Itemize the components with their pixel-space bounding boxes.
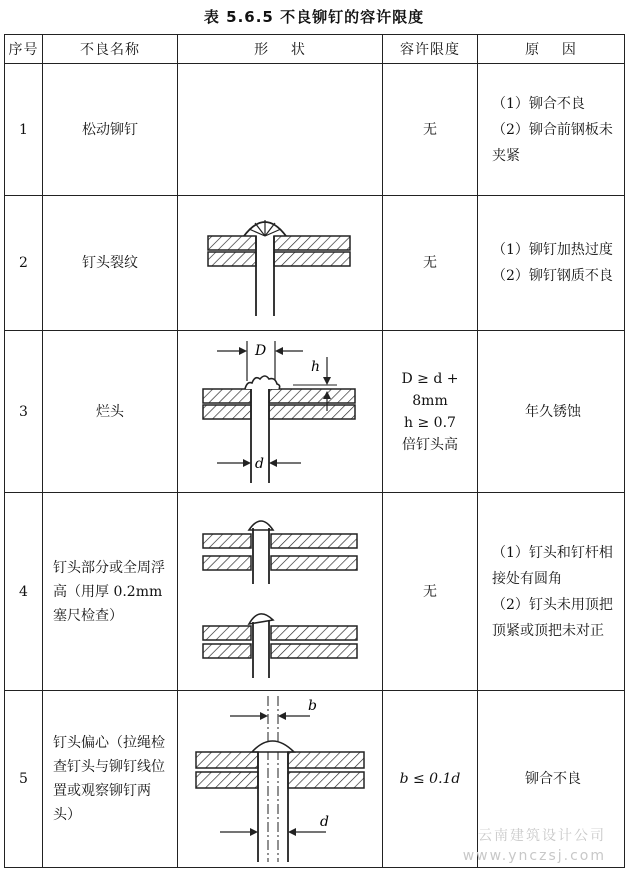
shape-cell [178,196,383,331]
reason-cell [478,64,625,196]
reason-cell [478,493,625,691]
defect-name: 钉头偏心（拉绳检查钉头与铆钉线位置或观察铆钉两头） [43,691,178,868]
tolerance-cell [383,196,478,331]
header-name: 不良名称 [43,35,178,64]
reason-line: （1）铆合不良 [492,95,585,112]
reason-line: （2）铆钉钢质不良 [492,268,613,284]
table-row [5,64,625,196]
table-title: 表 5.6.5 不良铆钉的容许限度 [203,8,425,26]
shape-cell-empty [178,64,383,196]
shape-cell [178,691,383,868]
label-d: d [320,814,329,830]
row-no: 5 [5,691,43,868]
defect-name: 钉头部分或全周浮高（用厚 0.2mm 塞尺检查） [43,493,178,691]
header-row [5,35,625,64]
watermark-line: www.ynczsj.com [462,848,606,864]
reason-line: 年久锈蚀 [525,403,581,420]
tolerance-text: 无 [423,121,437,138]
tolerance-line: 倍钉头高 [402,436,458,453]
defect-name: 松动铆钉 [43,64,178,196]
watermark-line: 云南建筑设计公司 [478,828,606,844]
eccentric-head-diagram [190,694,370,864]
reason-cell [478,331,625,493]
reason-line: （1）钉头和钉杆相接处有圆角 [492,544,613,587]
shape-cell [178,493,383,691]
cracked-head-diagram [200,208,360,318]
header-shape: 形 状 [178,35,383,64]
reason-line: 铆合不良 [525,771,581,787]
tolerance-cell [383,64,478,196]
rotten-head-diagram [195,337,365,487]
label-b: b [308,698,317,714]
tolerance-line: D ≥ d + 8mm [401,370,459,409]
table-row [5,493,625,691]
tolerance-text: 无 [423,583,437,600]
tolerance-cell [383,331,478,493]
reason-cell [478,196,625,331]
header-reason: 原 因 [478,35,625,64]
tolerance-cell [383,493,478,691]
header-no: 序号 [5,35,43,64]
table-row [5,196,625,331]
label-h: h [311,358,321,375]
table-row [5,331,625,493]
label-d: d [255,455,264,472]
tolerance-text: 无 [423,255,437,271]
defect-name: 钉头裂纹 [43,196,178,331]
defective-rivet-table [4,34,625,868]
raised-head-diagram [195,502,365,682]
watermark [463,826,606,866]
row-no: 2 [5,196,43,331]
reason-line: （2）钉头未用顶把顶紧或顶把未对正 [492,596,613,639]
reason-line: （2）铆合前钢板未夹紧 [492,121,613,164]
row-no: 1 [5,64,43,196]
label-D: D [255,342,267,359]
reason-line: （1）铆钉加热过度 [492,242,613,258]
row-no: 3 [5,331,43,493]
row-no: 4 [5,493,43,691]
defect-name: 烂头 [43,331,178,493]
header-tolerance: 容许限度 [383,35,478,64]
tolerance-line: h ≥ 0.7 [404,414,456,431]
tolerance-text: b ≤ 0.1d [399,771,461,787]
shape-cell [178,331,383,493]
